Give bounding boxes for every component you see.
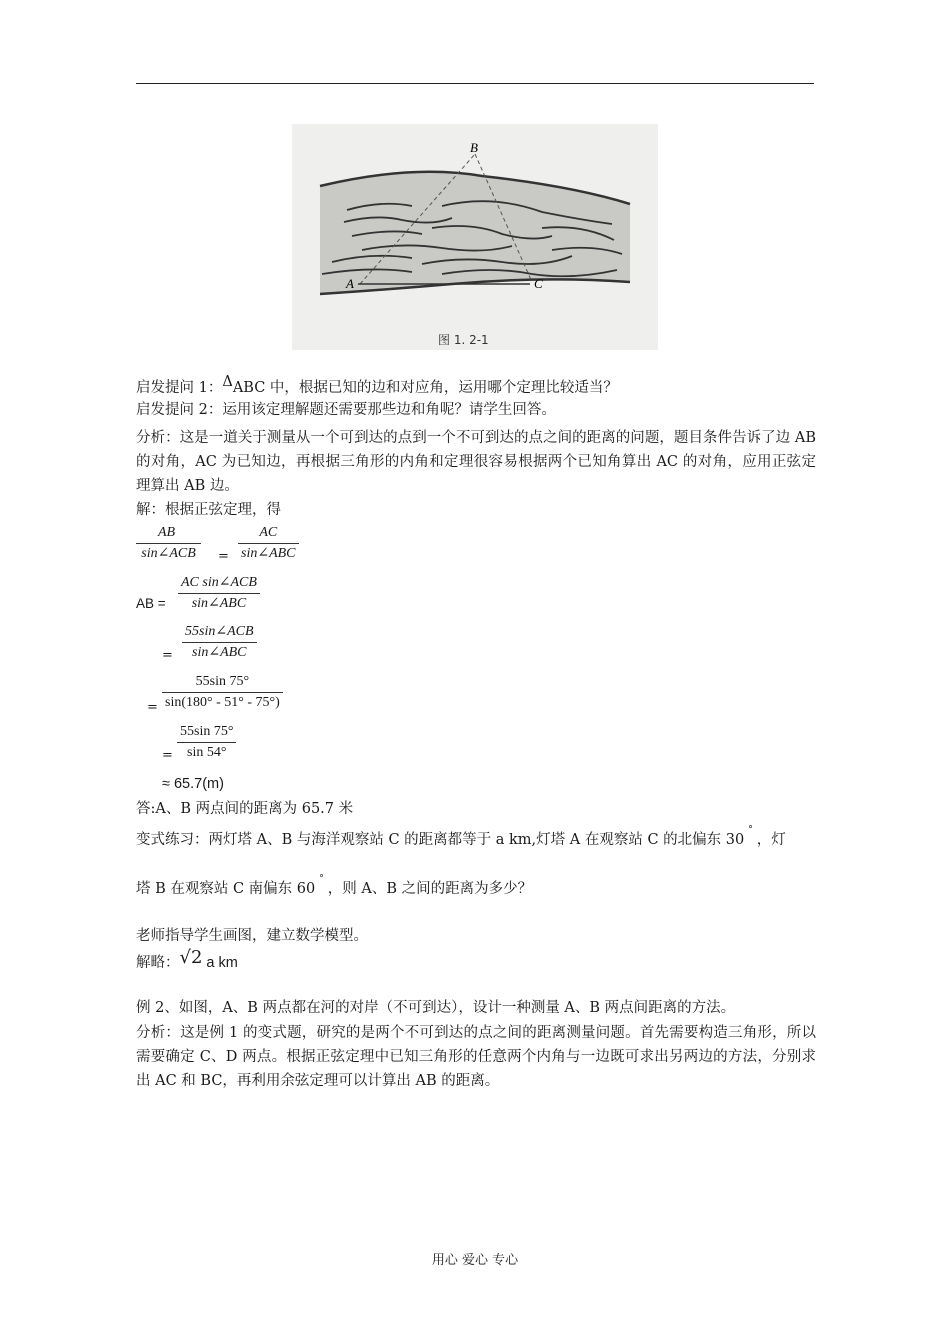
header-rule: [136, 83, 814, 84]
example-2: 例 2、如图，A、B 两点都在河的对岸（不可到达），设计一种测量 A、B 两点间距离的方法。: [136, 1000, 736, 1016]
variant-line-2: 塔 B 在观察站 C 南偏东 60°，则 A、B 之间的距离为多少？: [136, 874, 533, 897]
degree-mark-2: °: [319, 874, 324, 884]
eq1-equals: =: [218, 549, 229, 564]
solution-intro: 解：根据正弦定理，得: [136, 502, 281, 518]
label-a: A: [346, 276, 354, 291]
page-footer: 用心 爱心 专心: [431, 1253, 519, 1268]
eq4-fraction: $\frac{55\sin 75^\circ}{\sin(180^\circ - 51^\circ - 75^\circ)}$: [162, 672, 283, 713]
teacher-note: 老师指导学生画图，建立数学模型。: [136, 928, 368, 944]
eq2-lhs: AB =: [136, 596, 166, 611]
label-b: B: [470, 140, 478, 155]
eq5-fraction: $\frac{55\sin 75^\circ}{\sin 54^\circ}$: [177, 722, 236, 763]
eq1-right-fraction: AC sin∠ABC: [238, 523, 299, 564]
eq3-fraction: 55sin∠ACB sin∠ABC: [182, 622, 257, 663]
eq5-equals: =: [162, 748, 173, 763]
eq2-fraction: AC sin∠ACB sin∠ABC: [178, 573, 260, 614]
delta-symbol: Δ: [222, 374, 233, 390]
analysis-1: 分析：这是一道关于测量从一个可到达的点到一个不可到达的点之间的距离的问题，题目条件告诉了边 AB 的对角，AC 为已知边，再根据三角形的内角和定理很容易根据两个已知角算出 AC 的对角，应用正弦定理算出 AB 边。: [136, 430, 816, 494]
eq3-equals: =: [162, 648, 173, 663]
river-diagram: [292, 124, 658, 350]
figure-caption: 图 1. 2-1: [438, 333, 489, 347]
question-1: 启发提问 1：ΔABC 中，根据已知的边和对应角，运用哪个定理比较适当？: [136, 374, 618, 396]
sqrt-expression: √2: [179, 947, 203, 968]
variant-line-1: 变式练习：两灯塔 A、B 与海洋观察站 C 的距离都等于 a km,灯塔 A 在观察站 C 的北偏东 30°，灯: [136, 825, 786, 848]
analysis-2: 分析：这是例 1 的变式题，研究的是两个不可到达的点之间的距离测量问题。首先需要构造三角形，所以需要确定 C、D 两点。根据正弦定理中已知三角形的任意两个内角与一边既可求出另两边的方法，分别求出 AC 和 BC，再利用余弦定理可以计算出 AB 的距离。: [136, 1025, 816, 1089]
river-figure: [292, 124, 658, 350]
label-c: C: [534, 276, 543, 291]
question-2: 启发提问 2：运用该定理解题还需要那些边和角呢？请学生回答。: [136, 402, 556, 418]
approx-result: ≈ 65.7(m): [162, 776, 224, 792]
eq1-left-fraction: AB sin∠ACB: [136, 523, 201, 564]
degree-mark-1: °: [748, 825, 753, 835]
answer: 答:A、B 两点间的距离为 65.7 米: [136, 801, 354, 817]
eq4-equals: =: [147, 700, 158, 715]
brief-solution: 解略：√2 a km: [136, 947, 238, 971]
